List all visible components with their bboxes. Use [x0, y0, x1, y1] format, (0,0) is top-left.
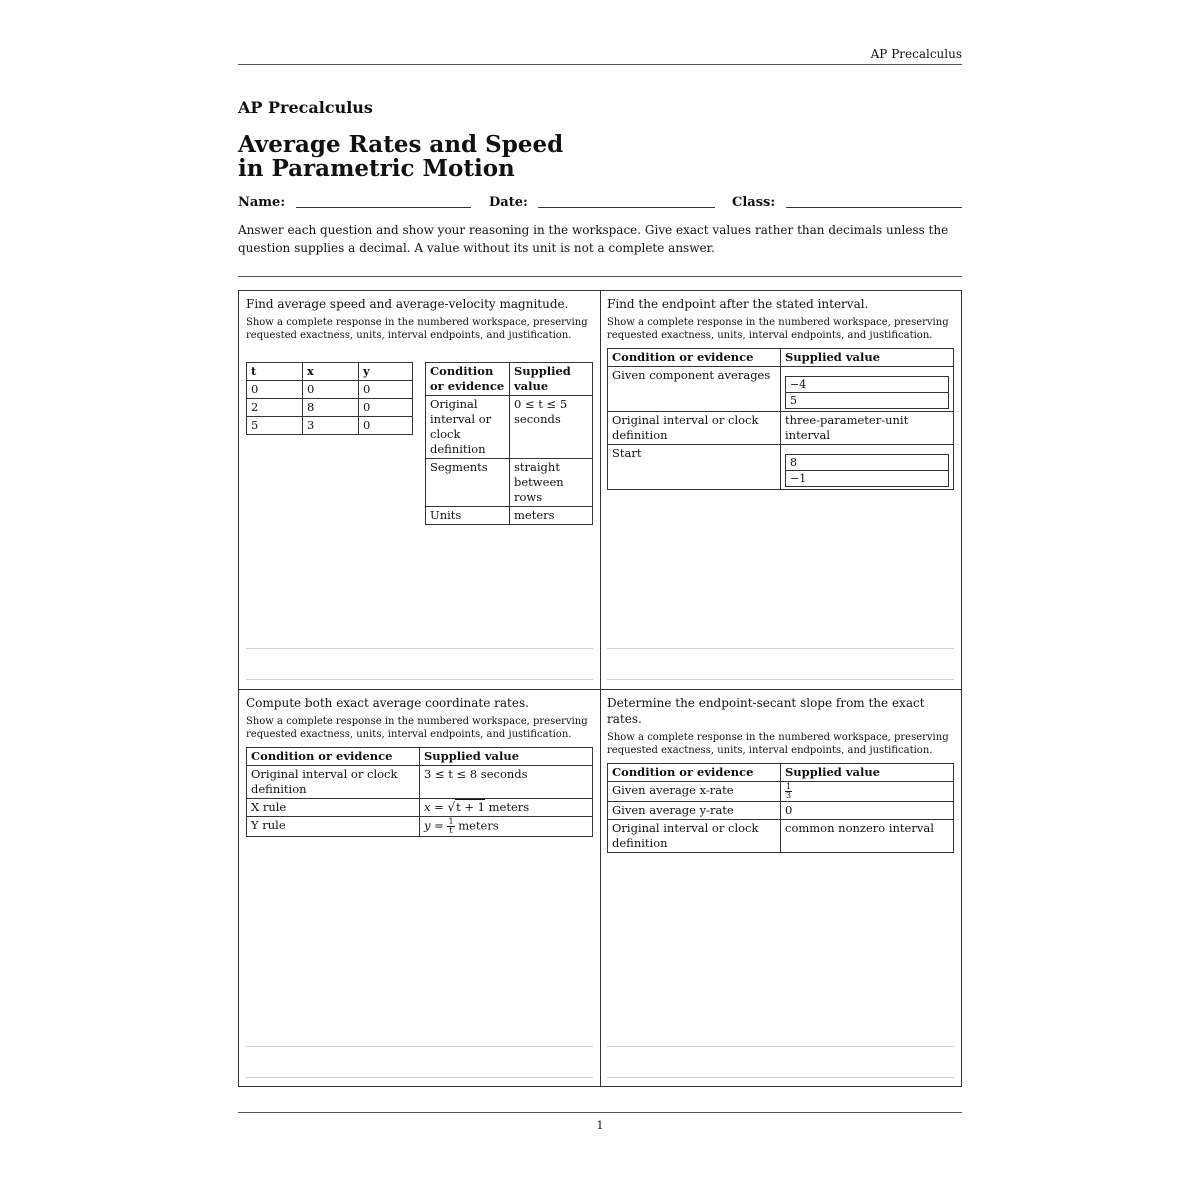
- table-row: [608, 782, 954, 802]
- question-3: [246, 695, 593, 837]
- workspace-line[interactable]: [246, 648, 593, 649]
- y-equation-prefix: y =: [424, 818, 448, 833]
- worksheet-page: [238, 0, 962, 1200]
- table-cell: 3: [303, 417, 359, 435]
- condition-cell: Original interval or clock definition: [608, 820, 781, 853]
- question-4: [607, 695, 954, 853]
- title-line-1: Average Rates and Speed: [238, 131, 564, 158]
- header-rule: [238, 64, 962, 65]
- date-label: Date:: [489, 195, 528, 210]
- table-cell: 8: [303, 399, 359, 417]
- question-1-conditions-table: [425, 362, 593, 525]
- y-equation-unit: meters: [454, 818, 499, 833]
- value-header: Supplied value: [420, 748, 593, 766]
- value-header: Supplied value: [781, 349, 954, 367]
- sqrt-radicand: t + 1: [456, 800, 485, 814]
- condition-cell: X rule: [247, 799, 420, 817]
- value-cell: straight between rows: [510, 459, 593, 507]
- table-row: [247, 766, 593, 799]
- workspace-line[interactable]: [246, 679, 593, 680]
- condition-cell: Given average x-rate: [608, 782, 781, 802]
- x-equation-prefix: x =: [424, 800, 448, 814]
- footer-rule: [238, 1112, 962, 1113]
- question-1-title: Find average speed and average-velocity magnitude.: [246, 297, 569, 311]
- vector-entry: −4: [786, 377, 949, 393]
- condition-cell: Original interval or clock definition: [608, 412, 781, 445]
- table-row: [247, 799, 593, 817]
- table-row: [608, 445, 954, 490]
- question-1-instructions: Show a complete response in the numbered workspace, preserving requested exactness, units, interval endpoints, and justification.: [246, 317, 588, 341]
- x-equation-unit: meters: [484, 800, 530, 814]
- question-4-title: Determine the endpoint-secant slope from the exact rates.: [607, 696, 925, 726]
- class-label: Class:: [732, 195, 776, 210]
- fraction-denominator: 3: [786, 791, 792, 800]
- value-cell: three-parameter-unit interval: [781, 412, 954, 445]
- workspace-line[interactable]: [246, 1077, 593, 1078]
- value-cell: [420, 799, 593, 817]
- table-cell: 0: [359, 399, 413, 417]
- table-cell: 2: [247, 399, 303, 417]
- running-head: AP Precalculus: [870, 47, 962, 61]
- workspace-line[interactable]: [607, 1046, 954, 1047]
- motion-data-table: [246, 362, 413, 435]
- value-cell: [781, 445, 954, 490]
- table-header: y: [359, 363, 413, 381]
- start-vector: [785, 454, 949, 487]
- question-2-title: Find the endpoint after the stated interval.: [607, 297, 869, 311]
- table-row: [247, 417, 413, 435]
- title-line-2: in Parametric Motion: [238, 155, 515, 182]
- condition-header: Condition or evidence: [608, 764, 781, 782]
- table-row: [608, 412, 954, 445]
- question-2: [607, 296, 954, 490]
- condition-header: Condition or evidence: [426, 363, 510, 396]
- question-4-conditions-table: [607, 763, 954, 853]
- table-row: [608, 820, 954, 853]
- table-row: [426, 507, 593, 525]
- student-fields: [238, 195, 962, 215]
- sqrt-sign: √: [447, 800, 456, 814]
- table-cell: 0: [303, 381, 359, 399]
- condition-cell: Segments: [426, 459, 510, 507]
- page-number: 1: [596, 1119, 604, 1132]
- table-row: [426, 396, 593, 459]
- condition-cell: Given average y-rate: [608, 802, 781, 820]
- value-cell: 3 ≤ t ≤ 8 seconds: [420, 766, 593, 799]
- value-header: Supplied value: [510, 363, 593, 396]
- date-field[interactable]: [538, 207, 715, 208]
- value-cell: [781, 782, 954, 802]
- condition-header: Condition or evidence: [247, 748, 420, 766]
- condition-cell: Original interval or clock definition: [426, 396, 510, 459]
- condition-header: Condition or evidence: [608, 349, 781, 367]
- value-cell: meters: [510, 507, 593, 525]
- course-name: AP Precalculus: [238, 98, 373, 117]
- workspace-line[interactable]: [607, 648, 954, 649]
- table-row: [426, 459, 593, 507]
- class-field[interactable]: [786, 207, 962, 208]
- condition-cell: Y rule: [247, 817, 420, 837]
- question-1: [246, 296, 593, 522]
- value-cell: common nonzero interval: [781, 820, 954, 853]
- instructions: Answer each question and show your reasoning in the workspace. Give exact values rather than decimals unless the question supplies a decimal. A value without its unit is not a complete answer.: [238, 223, 949, 255]
- vector-entry: −1: [786, 471, 949, 487]
- condition-cell: Start: [608, 445, 781, 490]
- workspace-line[interactable]: [246, 1046, 593, 1047]
- table-header: x: [303, 363, 359, 381]
- table-header: t: [247, 363, 303, 381]
- fraction-numerator: 1: [786, 782, 792, 791]
- condition-cell: Original interval or clock definition: [247, 766, 420, 799]
- table-row: [608, 367, 954, 412]
- grid-horizontal-divider: [239, 689, 961, 690]
- condition-cell: Given component averages: [608, 367, 781, 412]
- question-grid: [238, 290, 962, 1087]
- workspace-line[interactable]: [607, 1077, 954, 1078]
- value-cell: 0 ≤ t ≤ 5 seconds: [510, 396, 593, 459]
- fraction-numerator: 1: [448, 817, 454, 826]
- table-cell: 0: [359, 417, 413, 435]
- question-2-instructions: Show a complete response in the numbered workspace, preserving requested exactness, units, interval endpoints, and justification.: [607, 317, 949, 341]
- table-row: [608, 802, 954, 820]
- value-header: Supplied value: [781, 764, 954, 782]
- question-3-title: Compute both exact average coordinate rates.: [246, 696, 529, 710]
- question-2-conditions-table: [607, 348, 954, 490]
- vector-entry: 5: [786, 393, 949, 409]
- value-cell: [781, 367, 954, 412]
- table-cell: 0: [247, 381, 303, 399]
- table-row: [247, 399, 413, 417]
- section-rule: [238, 276, 962, 277]
- table-row: [247, 381, 413, 399]
- question-4-instructions: Show a complete response in the numbered workspace, preserving requested exactness, units, interval endpoints, and justification.: [607, 732, 949, 756]
- table-row: [247, 817, 593, 837]
- condition-cell: Units: [426, 507, 510, 525]
- table-cell: 5: [247, 417, 303, 435]
- fraction: [785, 783, 792, 800]
- vector-entry: 8: [786, 455, 949, 471]
- value-cell: [420, 817, 593, 837]
- name-field[interactable]: [296, 207, 471, 208]
- question-3-conditions-table: [246, 747, 593, 837]
- value-cell: 0: [781, 802, 954, 820]
- component-vector: [785, 376, 949, 409]
- workspace-line[interactable]: [607, 679, 954, 680]
- page-title: [238, 133, 563, 181]
- fraction-denominator: t: [449, 826, 453, 835]
- question-3-instructions: Show a complete response in the numbered workspace, preserving requested exactness, units, interval endpoints, and justification.: [246, 716, 588, 740]
- fraction: [447, 818, 454, 835]
- name-label: Name:: [238, 195, 286, 210]
- table-cell: 0: [359, 381, 413, 399]
